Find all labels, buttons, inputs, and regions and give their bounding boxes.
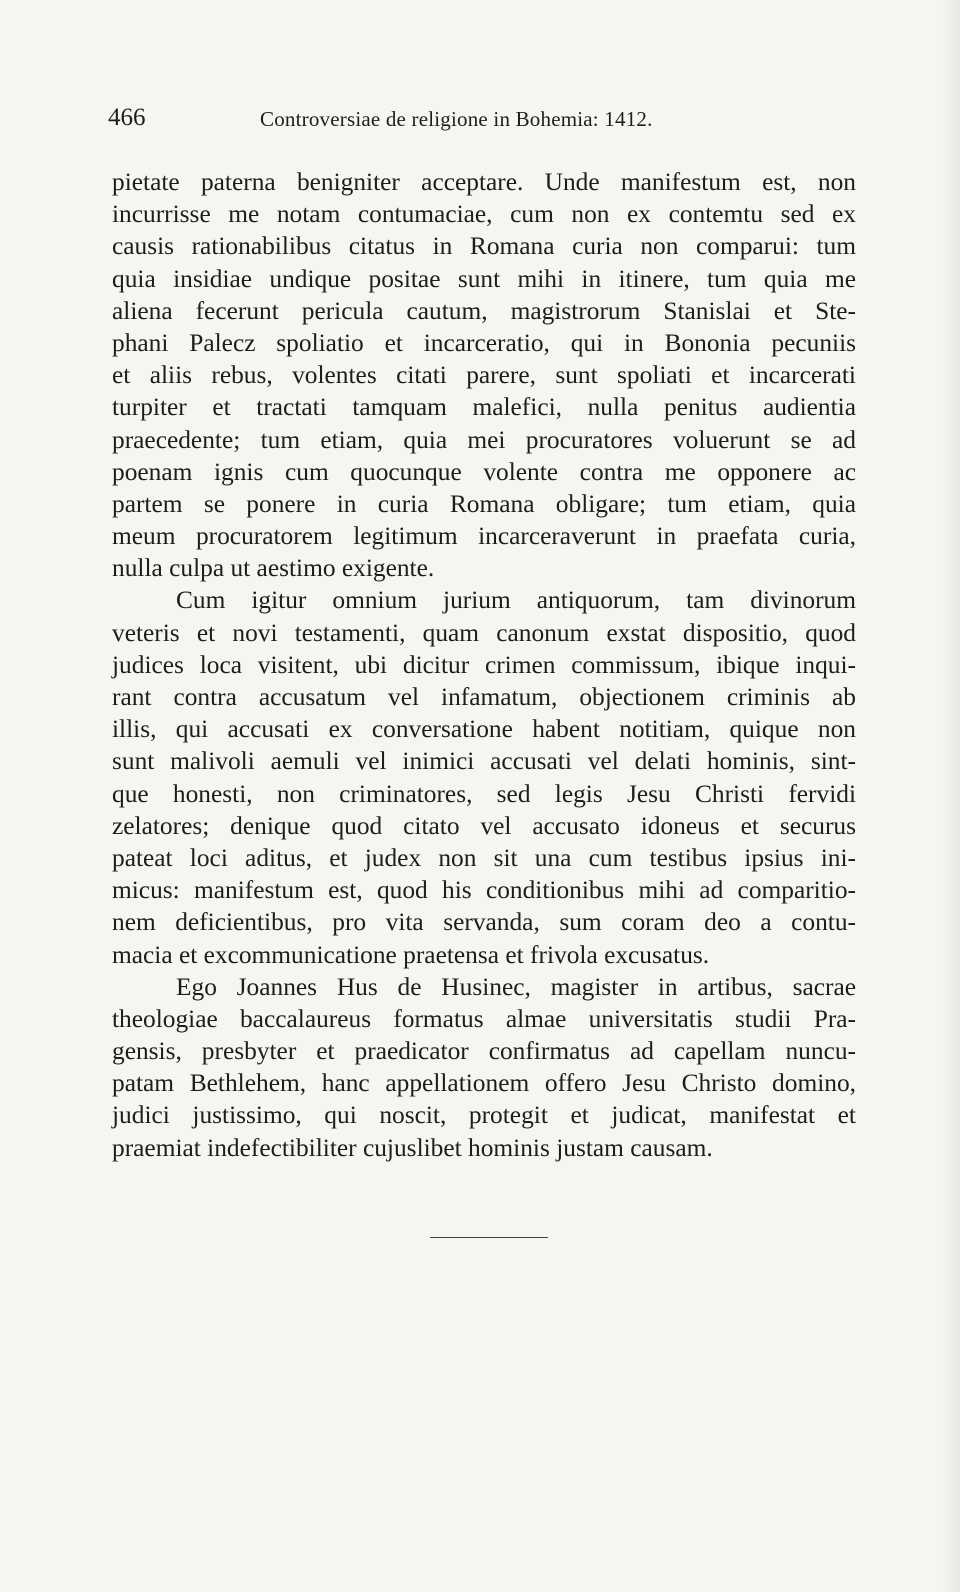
text-line: veteris et novi testamenti, quam canonum exstat dispositio, quod (112, 618, 856, 647)
text-line: judici justissimo, qui noscit, protegit et judicat, manifestat et (112, 1101, 856, 1130)
text-line: sunt malivoli aemuli vel inimici accusati vel delati hominis, sint- (112, 747, 856, 776)
page-edge-shadow (942, 0, 960, 1592)
text-line: turpiter et tractati tamquam malefici, nulla penitus audientia (112, 393, 856, 422)
paragraph-2 (112, 584, 856, 970)
text-line: nulla culpa ut aestimo exigente. (112, 554, 435, 583)
end-rule (430, 1237, 548, 1238)
text-line: et aliis rebus, volentes citati parere, sunt spoliati et incarcerati (112, 361, 856, 390)
text-line: macia et excommunicatione praetensa et frivola excusatus. (112, 940, 710, 969)
text-line: pateat loci aditus, et judex non sit una cum testibus ipsius ini- (112, 843, 856, 872)
text-line: quia insidiae undique positae sunt mihi in itinere, tum quia me (112, 264, 856, 293)
text-line: patam Bethlehem, hanc appellationem offero Jesu Christo domino, (112, 1069, 856, 1098)
text-line: judices loca visitent, ubi dicitur crimen commissum, ibique inqui- (112, 650, 856, 679)
text-line: causis rationabilibus citatus in Romana curia non comparui: tum (112, 232, 856, 261)
text-line: nem deficientibus, pro vita servanda, sum coram deo a contu- (112, 908, 856, 937)
text-line: illis, qui accusati ex conversatione habent notitiam, quique non (112, 715, 856, 744)
text-line: Cum igitur omnium jurium antiquorum, tam divinorum (176, 586, 856, 615)
text-line: praemiat indefectibiliter cujuslibet hominis justam causam. (112, 1133, 713, 1162)
running-title: Controversiae de religione in Bohemia: 1412. (260, 107, 653, 131)
text-line: poenam ignis cum quocunque volente contra me opponere ac (112, 457, 856, 486)
text-line: zelatores; denique quod citato vel accusato idoneus et securus (112, 811, 856, 840)
text-line: micus: manifestum est, quod his conditionibus mihi ad comparitio- (112, 876, 856, 905)
body-text (112, 166, 856, 1164)
text-line: partem se ponere in curia Romana obligare; tum etiam, quia (112, 489, 856, 518)
text-line: gensis, presbyter et praedicator confirmatus ad capellam nuncu- (112, 1037, 856, 1066)
text-line: que honesti, non criminatores, sed legis Jesu Christi fervidi (112, 779, 856, 808)
text-line: rant contra accusatum vel infamatum, objectionem criminis ab (112, 683, 856, 711)
text-line: incurrisse me notam contumaciae, cum non ex contemtu sed ex (112, 200, 856, 229)
text-line: Ego Joannes Hus de Husinec, magister in artibus, sacrae (176, 972, 856, 1001)
page-header (108, 104, 856, 138)
text-line: pietate paterna benigniter acceptare. Unde manifestum est, non (112, 168, 856, 196)
text-line: praecedente; tum etiam, quia mei procuratores voluerunt se ad (112, 425, 856, 454)
text-line: phani Palecz spoliatio et incarceratio, qui in Bononia pecuniis (112, 328, 856, 357)
text-line: theologiae baccalaureus formatus almae universitatis studii Pra- (112, 1004, 856, 1033)
paragraph-1 (112, 166, 856, 584)
text-line: aliena fecerunt pericula cautum, magistrorum Stanislai et Ste- (112, 296, 856, 325)
page-number: 466 (108, 104, 146, 131)
paragraph-3 (112, 971, 856, 1164)
text-line: meum procuratorem legitimum incarceraverunt in praefata curia, (112, 522, 856, 551)
